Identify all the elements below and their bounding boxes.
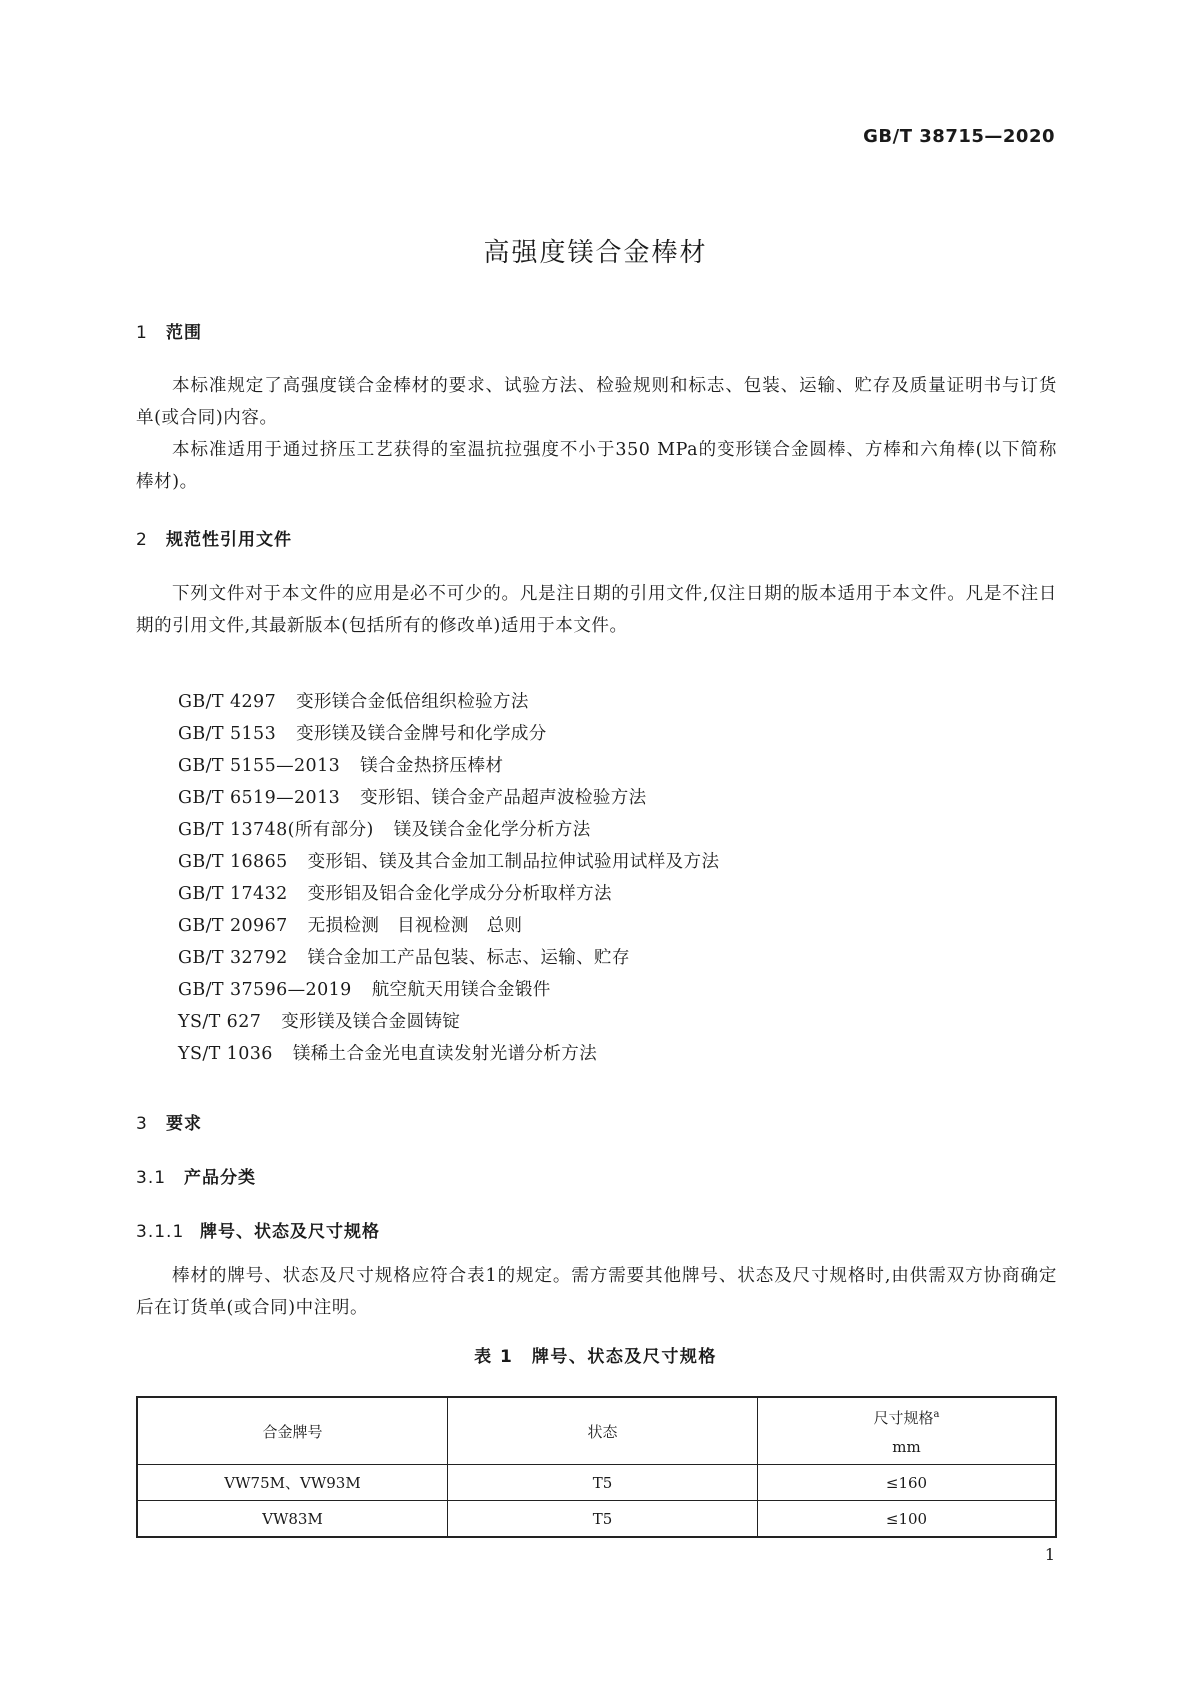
reference-code: GB/T 5155—2013 bbox=[178, 756, 341, 776]
reference-title: 变形铝及铝合金化学成分分析取样方法 bbox=[307, 884, 612, 904]
spec-table bbox=[136, 1396, 1057, 1538]
section-3-1-1-body bbox=[136, 1260, 1057, 1324]
section-title: 产品分类 bbox=[184, 1168, 256, 1188]
reference-title: 变形镁及镁合金牌号和化学成分 bbox=[296, 724, 547, 744]
cell-alloy: VW75M、VW93M bbox=[137, 1465, 448, 1501]
reference-title: 变形铝、镁及其合金加工制品拉伸试验用试样及方法 bbox=[307, 852, 720, 872]
header-temper: 状态 bbox=[448, 1397, 758, 1465]
header-alloy: 合金牌号 bbox=[137, 1397, 448, 1465]
reference-code: GB/T 5153 bbox=[178, 724, 277, 744]
section-number: 3.1.1 bbox=[136, 1222, 185, 1242]
standard-code: GB/T 38715—2020 bbox=[863, 126, 1055, 147]
reference-item bbox=[178, 750, 719, 782]
section-title: 要求 bbox=[166, 1114, 202, 1134]
paragraph: 本标准适用于通过挤压工艺获得的室温抗拉强度不小于350 MPa的变形镁合金圆棒、方棒和六角棒(以下简称棒材)。 bbox=[136, 440, 1057, 492]
reference-item bbox=[178, 878, 719, 910]
reference-list bbox=[178, 686, 719, 1070]
reference-item bbox=[178, 1006, 719, 1038]
section-3-heading bbox=[136, 1109, 202, 1134]
cell-temper: T5 bbox=[448, 1465, 758, 1501]
reference-item bbox=[178, 910, 719, 942]
reference-code: YS/T 1036 bbox=[178, 1044, 273, 1064]
table-caption: 表 1 牌号、状态及尺寸规格 bbox=[474, 1347, 717, 1367]
table-row bbox=[137, 1501, 1056, 1538]
section-number: 3.1 bbox=[136, 1168, 167, 1188]
reference-item bbox=[178, 686, 719, 718]
section-3-1-heading bbox=[136, 1163, 256, 1188]
section-1-body bbox=[136, 370, 1057, 498]
reference-title: 镁合金热挤压棒材 bbox=[360, 756, 504, 776]
header-size-unit: mm bbox=[892, 1437, 921, 1456]
reference-code: GB/T 16865 bbox=[178, 852, 288, 872]
reference-item bbox=[178, 974, 719, 1006]
paragraph: 下列文件对于本文件的应用是必不可少的。凡是注日期的引用文件,仅注日期的版本适用于本文件。凡是不注日期的引用文件,其最新版本(包括所有的修改单)适用于本文件。 bbox=[136, 584, 1057, 636]
reference-title: 变形铝、镁合金产品超声波检验方法 bbox=[360, 788, 647, 808]
section-2-heading bbox=[136, 525, 292, 550]
reference-item bbox=[178, 814, 719, 846]
reference-title: 镁合金加工产品包装、标志、运输、贮存 bbox=[307, 948, 630, 968]
paragraph: 本标准规定了高强度镁合金棒材的要求、试验方法、检验规则和标志、包装、运输、贮存及质量证明书与订货单(或合同)内容。 bbox=[136, 376, 1057, 428]
section-title: 范围 bbox=[166, 323, 202, 343]
reference-code: GB/T 4297 bbox=[178, 692, 277, 712]
reference-item bbox=[178, 782, 719, 814]
reference-item bbox=[178, 718, 719, 750]
cell-alloy: VW83M bbox=[137, 1501, 448, 1538]
reference-code: YS/T 627 bbox=[178, 1012, 262, 1032]
reference-title: 变形镁合金低倍组织检验方法 bbox=[296, 692, 529, 712]
table-header-row bbox=[137, 1397, 1056, 1465]
reference-title: 镁稀土合金光电直读发射光谱分析方法 bbox=[292, 1044, 598, 1064]
header-size-label: 尺寸规格 bbox=[873, 1408, 934, 1427]
section-title: 牌号、状态及尺寸规格 bbox=[200, 1222, 380, 1242]
cell-size: ≤160 bbox=[758, 1465, 1057, 1501]
section-title: 规范性引用文件 bbox=[166, 530, 292, 550]
reference-title: 航空航天用镁合金锻件 bbox=[371, 980, 551, 1000]
reference-item bbox=[178, 1038, 719, 1070]
reference-title: 镁及镁合金化学分析方法 bbox=[393, 820, 591, 840]
page-number: 1 bbox=[1044, 1545, 1055, 1564]
section-2-intro bbox=[136, 578, 1057, 642]
reference-code: GB/T 6519—2013 bbox=[178, 788, 341, 808]
document-title: 高强度镁合金棒材 bbox=[483, 238, 708, 268]
reference-code: GB/T 20967 bbox=[178, 916, 288, 936]
reference-item bbox=[178, 846, 719, 878]
footnote-marker: a bbox=[933, 1408, 940, 1420]
paragraph: 棒材的牌号、状态及尺寸规格应符合表1的规定。需方需要其他牌号、状态及尺寸规格时,由供需双方协商确定后在订货单(或合同)中注明。 bbox=[136, 1266, 1057, 1318]
reference-code: GB/T 37596—2019 bbox=[178, 980, 352, 1000]
section-1-heading bbox=[136, 318, 202, 343]
cell-temper: T5 bbox=[448, 1501, 758, 1538]
reference-title: 无损检测 目视检测 总则 bbox=[307, 916, 523, 936]
section-number: 3 bbox=[136, 1114, 148, 1134]
reference-title: 变形镁及镁合金圆铸锭 bbox=[281, 1012, 461, 1032]
section-number: 1 bbox=[136, 323, 148, 343]
section-3-1-1-heading bbox=[136, 1217, 380, 1242]
section-number: 2 bbox=[136, 530, 148, 550]
reference-item bbox=[178, 942, 719, 974]
reference-code: GB/T 32792 bbox=[178, 948, 288, 968]
cell-size: ≤100 bbox=[758, 1501, 1057, 1538]
table-row bbox=[137, 1465, 1056, 1501]
header-size bbox=[758, 1397, 1057, 1465]
reference-code: GB/T 17432 bbox=[178, 884, 288, 904]
reference-code: GB/T 13748(所有部分) bbox=[178, 820, 374, 840]
